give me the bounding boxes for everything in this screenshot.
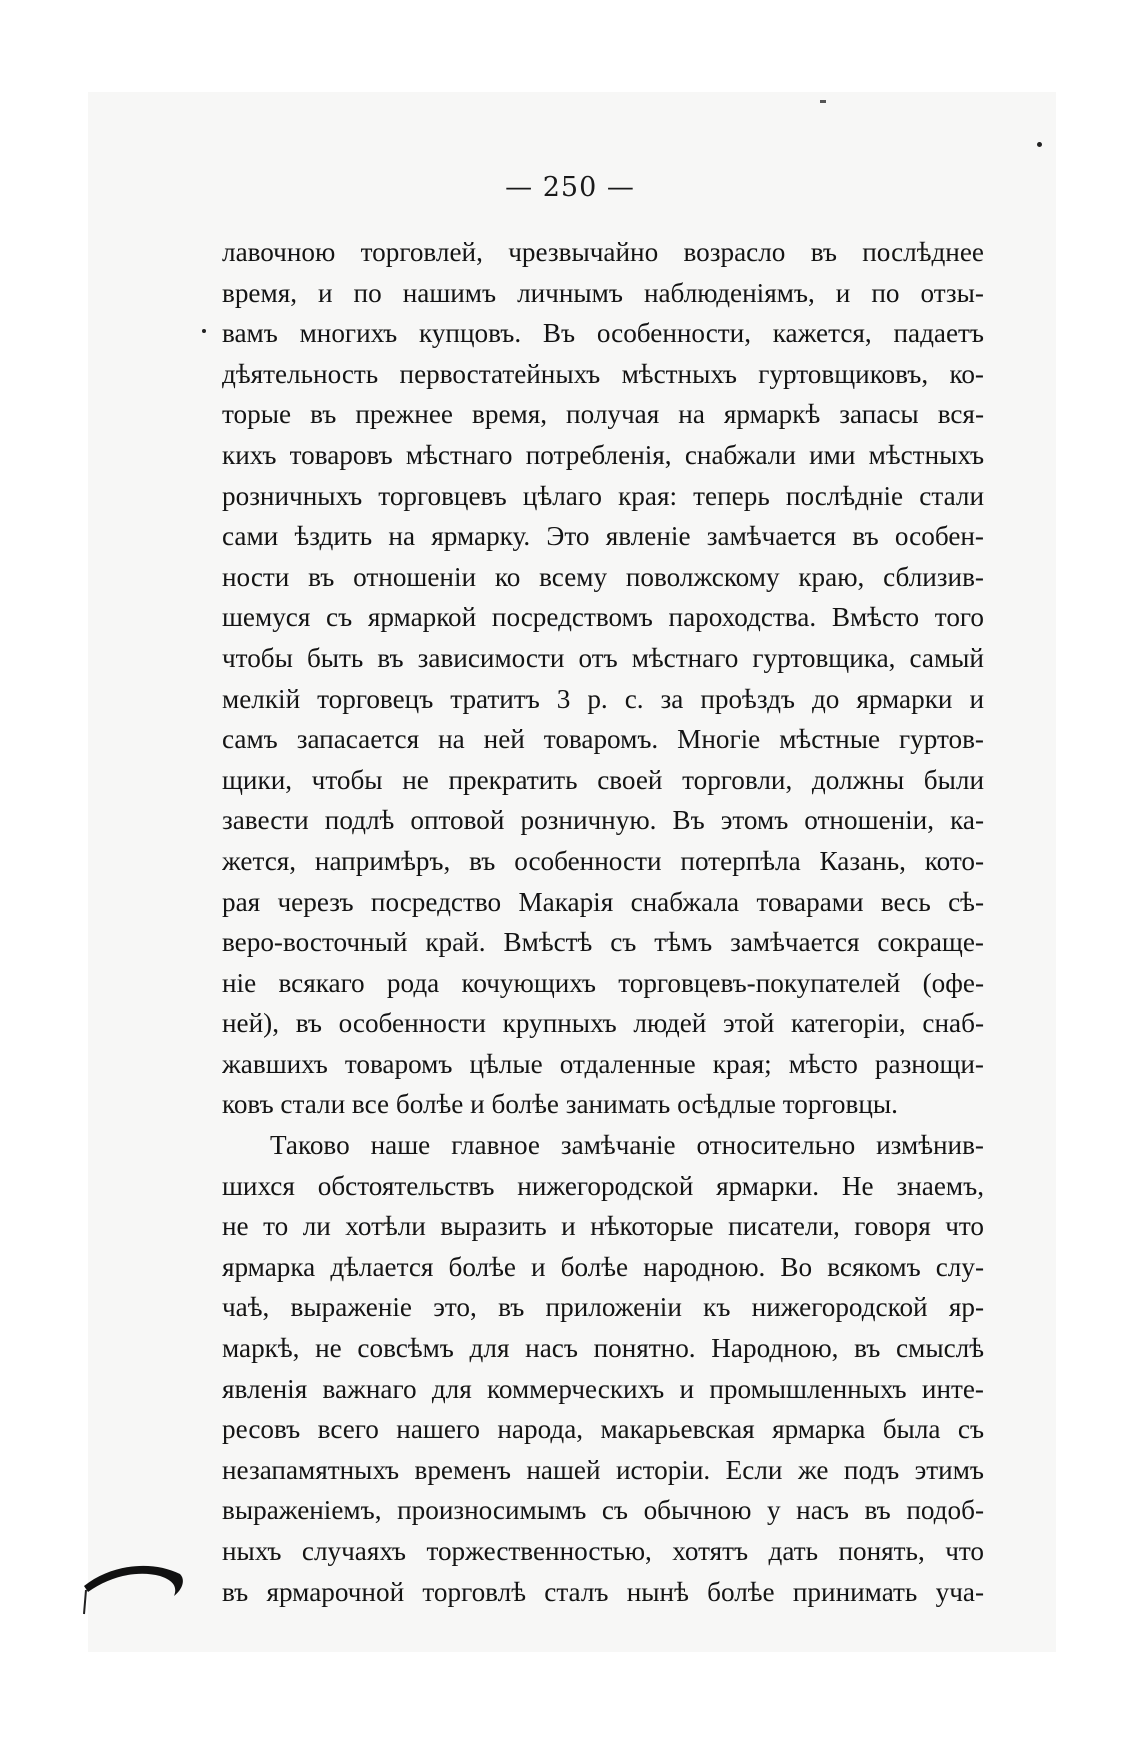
text-line: розничныхъ торговцевъ цѣлаго края: теперь послѣдніе стали	[222, 480, 984, 511]
text-line: торые въ прежнее время, получая на ярмаркѣ запасы вся-	[222, 399, 984, 430]
text-line: ныхъ случаяхъ торжественностью, хотятъ дать понять, что	[222, 1536, 984, 1566]
text-line: не то ли хотѣли выразить и нѣкоторые писатели, говоря что	[222, 1211, 984, 1242]
text-line: шемуся съ ярмаркой посредствомъ пароходства. Вмѣсто того	[222, 602, 984, 633]
text-line: Таково наше главное замѣчаніе относительно измѣнив-	[270, 1130, 984, 1161]
text-line: веро-восточный край. Вмѣстѣ съ тѣмъ замѣчается сокраще-	[222, 927, 984, 958]
text-line: ресовъ всего нашего народа, макарьевская ярмарка была съ	[222, 1414, 984, 1445]
text-line: въ ярмарочной торговлѣ сталъ нынѣ болѣе принимать уча-	[222, 1576, 984, 1607]
text-line: чтобы быть въ зависимости отъ мѣстнаго гуртовщика, самый	[222, 642, 984, 673]
text-line: явленія важнаго для коммерческихъ и промышленныхъ инте-	[222, 1373, 984, 1404]
scan-speck	[1037, 142, 1042, 147]
text-line: ности въ отношеніи ко всему поволжскому краю, сблизив-	[222, 561, 984, 592]
text-line: жавшихъ товаромъ цѣлые отдаленные края; мѣсто разнощи-	[222, 1048, 984, 1079]
text-line: самъ запасается на ней товаромъ. Многіе мѣстные гуртов-	[222, 724, 984, 755]
scan-speck	[202, 329, 206, 333]
text-line: время, и по нашимъ личнымъ наблюденіямъ, и по отзы-	[222, 277, 984, 308]
text-line: незапамятныхъ временъ нашей исторіи. Если же подъ этимъ	[222, 1454, 984, 1485]
text-line: дѣятельность первостатейныхъ мѣстныхъ гуртовщиковъ, ко-	[222, 358, 984, 389]
text-line: мелкій торговецъ тратитъ 3 р. с. за проѣздъ до ярмарки и	[222, 683, 984, 714]
text-line: вамъ многихъ купцовъ. Въ особенности, кажется, падаетъ	[222, 318, 984, 349]
scan-curl-mark	[82, 1556, 192, 1616]
text-line: выраженіемъ, произносимымъ съ обычною у насъ въ подоб-	[222, 1495, 984, 1526]
text-line: шихся обстоятельствъ нижегородской ярмарки. Не знаемъ,	[222, 1170, 984, 1201]
page-number: — 250 —	[505, 172, 635, 203]
text-line: лавочною торговлей, чрезвычайно возрасло въ послѣднее	[222, 237, 984, 267]
text-line: завести подлѣ оптовой розничную. Въ этомъ отношеніи, ка-	[222, 805, 984, 836]
text-line: ніе всякаго рода кочующихъ торговцевъ-покупателей (офе-	[222, 967, 984, 998]
text-line: сами ѣздить на ярмарку. Это явленіе замѣчается въ особен-	[222, 521, 984, 552]
text-line: маркѣ, не совсѣмъ для насъ понятно. Народною, въ смыслѣ	[222, 1333, 984, 1364]
text-line: чаѣ, выраженіе это, въ приложеніи къ нижегородской яр-	[222, 1292, 984, 1323]
text-line: рая черезъ посредство Макарія снабжала товарами весь сѣ-	[222, 886, 984, 917]
body-text	[222, 232, 984, 1612]
text-line: жется, напримѣръ, въ особенности потерпѣла Казань, кото-	[222, 845, 984, 876]
text-line: кихъ товаровъ мѣстнаго потребленія, снабжали ими мѣстныхъ	[222, 439, 984, 470]
text-line: ковъ стали все болѣе и болѣе занимать осѣдлые торговцы.	[222, 1089, 898, 1120]
text-line: ней), въ особенности крупныхъ людей этой категоріи, снаб-	[222, 1008, 984, 1039]
paragraph-1	[222, 232, 984, 1125]
text-line: щики, чтобы не прекратить своей торговли, должны были	[222, 764, 984, 795]
paragraph-2	[222, 1125, 984, 1612]
scan-speck	[820, 100, 826, 103]
text-line: ярмарка дѣлается болѣе и болѣе народною. Во всякомъ слу-	[222, 1251, 984, 1282]
